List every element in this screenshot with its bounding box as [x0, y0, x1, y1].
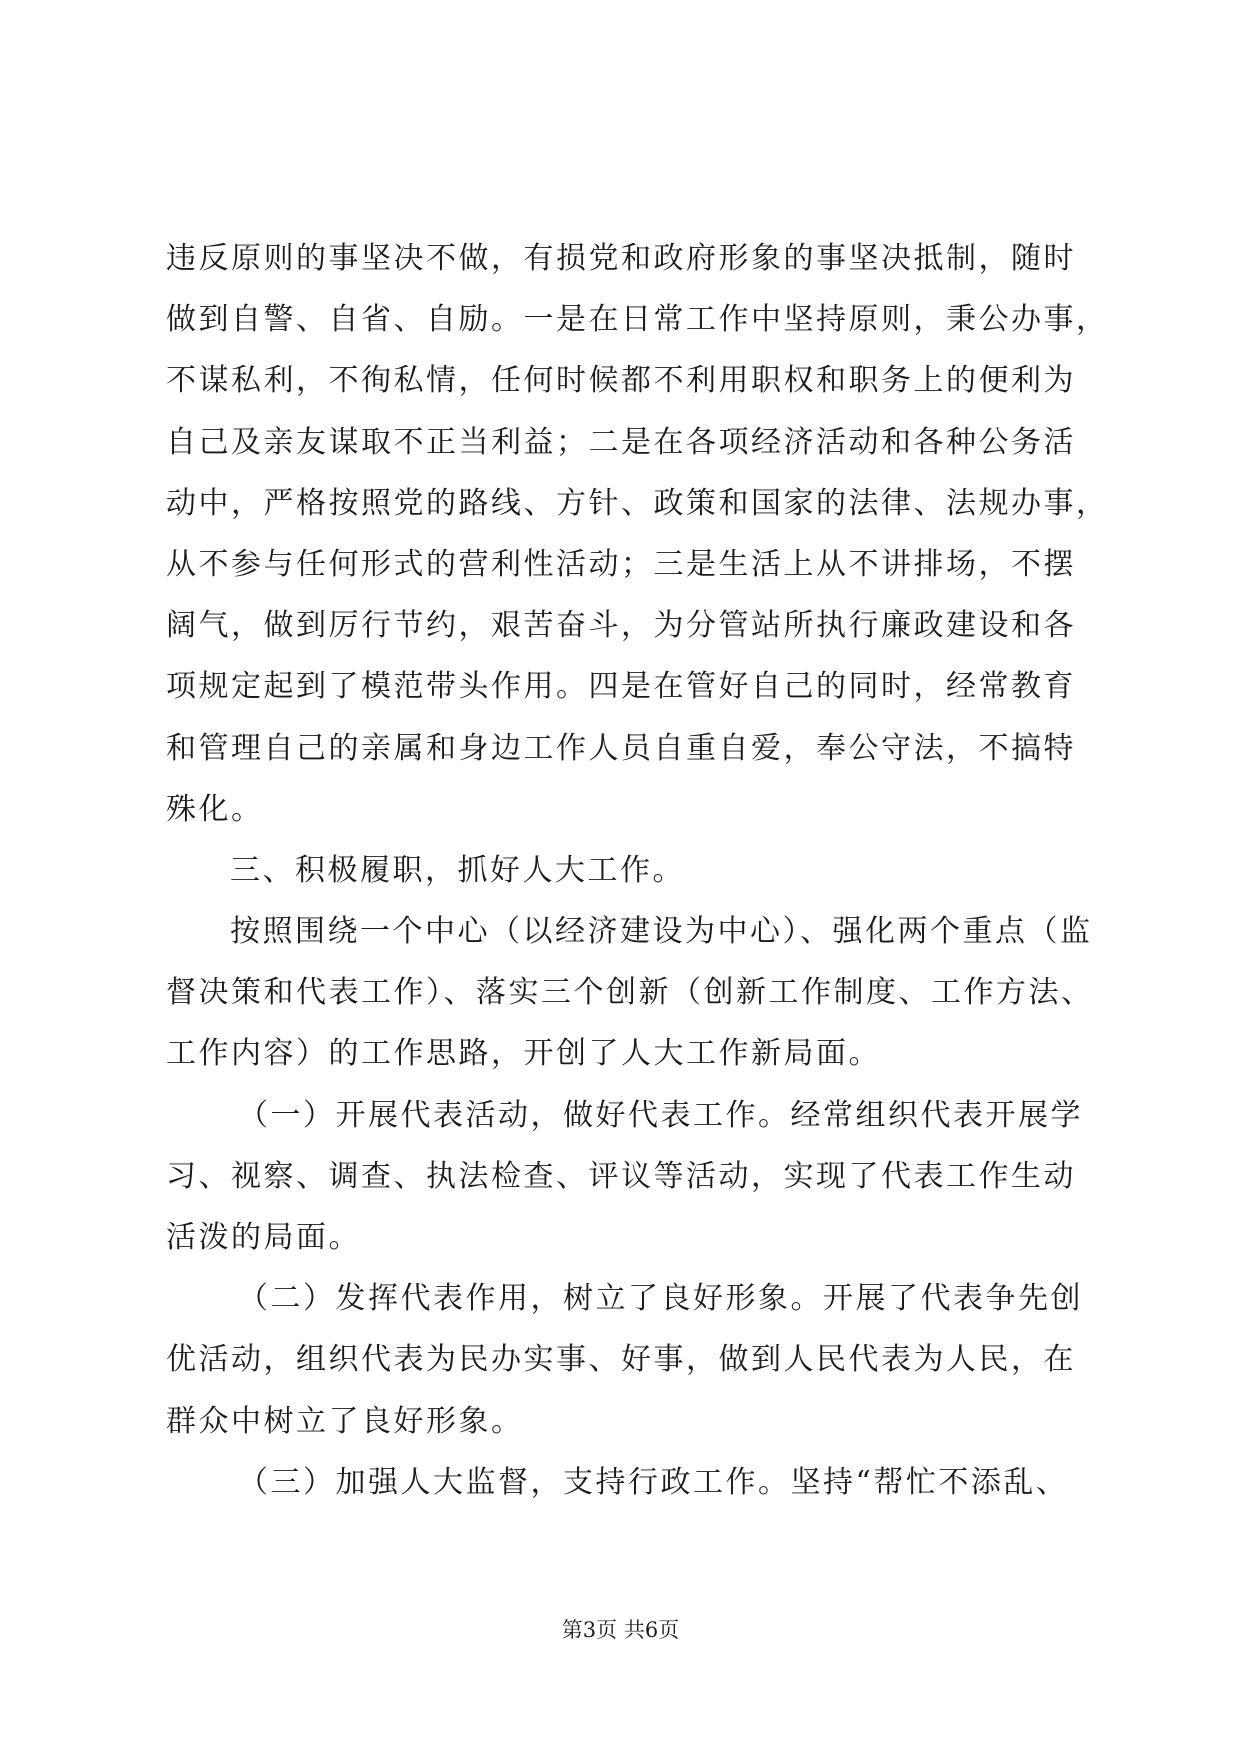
text-line: 阔气，做到厉行节约，艰苦奋斗，为分管站所执行廉政建设和各 — [166, 608, 1076, 644]
text-line: 习、视察、调查、执法检查、评议等活动，实现了代表工作生动 — [166, 1158, 1076, 1194]
text-line: 不谋私利，不徇私情，任何时候都不利用职权和职务上的便利为 — [166, 363, 1076, 399]
section-heading: 三、积极履职，抓好人大工作。 — [230, 852, 685, 888]
text-line: 按照围绕一个中心（以经济建设为中心）、强化两个重点（监 — [230, 914, 1093, 950]
text-line: 做到自警、自省、自励。一是在日常工作中坚持原则，秉公办事， — [166, 302, 1109, 338]
subsection-line: （一）开展代表活动，做好代表工作。经常组织代表开展学 — [238, 1097, 1083, 1133]
page-number-footer: 第3页 共6页 — [561, 1618, 680, 1642]
text-line: 自己及亲友谋取不正当利益；二是在各项经济活动和各种公务活 — [166, 424, 1076, 460]
text-line: 工作内容）的工作思路，开创了人大工作新局面。 — [166, 1036, 881, 1072]
text-line: 项规定起到了模范带头作用。四是在管好自己的同时，经常教育 — [166, 669, 1076, 705]
text-line: 违反原则的事坚决不做，有损党和政府形象的事坚决抵制，随时 — [166, 241, 1076, 276]
text-line: 殊化。 — [166, 791, 264, 827]
subsection-line: （三）加强人大监督，支持行政工作。坚持“帮忙不添乱、 — [238, 1464, 1069, 1500]
text-line: 活泼的局面。 — [166, 1220, 361, 1255]
text-line: 优活动，组织代表为民办实事、好事，做到人民代表为人民，在 — [166, 1342, 1076, 1378]
text-line: 群众中树立了良好形象。 — [166, 1403, 524, 1439]
subsection-line: （二）发挥代表作用，树立了良好形象。开展了代表争先创 — [238, 1281, 1083, 1317]
document-body — [166, 228, 1109, 1513]
text-line: 动中，严格按照党的路线、方针、政策和国家的法律、法规办事， — [166, 485, 1109, 521]
text-line: 督决策和代表工作）、落实三个创新（创新工作制度、工作方法、 — [166, 975, 1094, 1011]
text-line: 从不参与任何形式的营利性活动；三是生活上从不讲排场，不摆 — [166, 546, 1076, 582]
text-line: 和管理自己的亲属和身边工作人员自重自爱，奉公守法，不搞特 — [166, 730, 1076, 766]
